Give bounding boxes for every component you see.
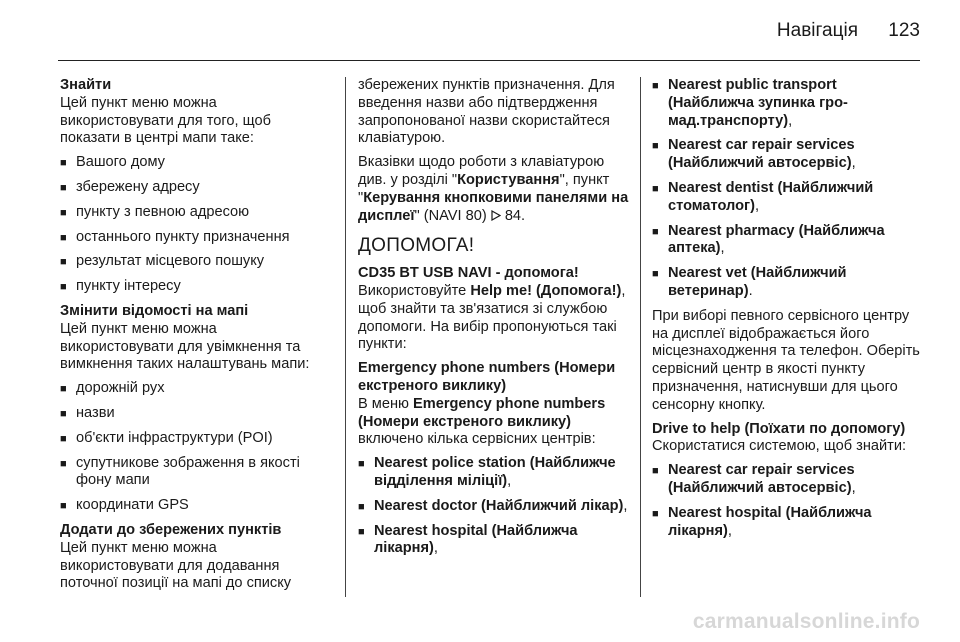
- bullet-list: [652, 77, 924, 301]
- emergency-label: Emergency phone numbers (Номери екстреного виклику): [358, 395, 606, 430]
- column-3: [652, 77, 924, 547]
- list-item: [652, 137, 924, 173]
- bullet-icon: ■: [60, 256, 67, 269]
- bullet-icon: ■: [652, 225, 659, 238]
- list-item-punct: ,: [433, 540, 438, 557]
- paragraph: [358, 283, 630, 354]
- bullet-icon: ■: [652, 80, 659, 92]
- bullet-icon: ■: [60, 432, 67, 445]
- list-item: [60, 380, 330, 398]
- bullet-icon: ■: [652, 182, 659, 195]
- text-run: , щоб знайти та зв'язатися зі службою допомоги. На вибір пропонуються такі пункти:: [358, 282, 626, 353]
- paragraph: При виборі певного сервісного центру на дисплеї відображається його місцезнаходження та телефон. Оберіть сервісний центр в якості пункту призначення, натиснувши для цього сенсорну кнопку.: [652, 307, 920, 413]
- list-item: [652, 223, 924, 259]
- list-item-punct: ,: [754, 197, 760, 214]
- link-usage: Користування: [457, 171, 560, 188]
- bullet-icon: ■: [60, 231, 67, 244]
- paragraph: [358, 396, 630, 449]
- page-number: 123: [888, 20, 920, 41]
- section-title-add-saved: Додати до збережених пунктів: [60, 521, 282, 538]
- list-item: [652, 265, 924, 301]
- text-run: Вказівки щодо роботи з клавіатурою див. у розділі ": [358, 154, 605, 188]
- list-item: [60, 497, 330, 515]
- list-item: [358, 498, 630, 516]
- list-item-punct: ,: [788, 112, 793, 129]
- column-2: [358, 77, 630, 565]
- subheading-drive-to-help: Drive to help (Поїхати по допомогу): [652, 420, 906, 437]
- list-item-text: супутникове зображення в якості фону мапи: [76, 454, 300, 489]
- paragraph: Цей пункт меню можна використовувати для того, щоб показати в центрі мапи таке:: [60, 94, 271, 147]
- list-item-punct: ,: [727, 522, 732, 539]
- bullet-icon: ■: [60, 383, 67, 396]
- list-item-text: Вашого дому: [76, 154, 165, 171]
- bullet-icon: ■: [358, 525, 365, 538]
- list-item: [358, 455, 630, 491]
- list-item-label: Nearest doctor (Найближчий лікар): [374, 497, 624, 514]
- list-item-text: координати GPS: [76, 497, 189, 514]
- list-item-text: останнього пункту призначення: [76, 228, 290, 245]
- page-header: [0, 0, 960, 62]
- page-title: Навігація: [776, 20, 858, 41]
- bullet-icon: ■: [358, 500, 365, 513]
- list-item-text: пункту інтересу: [76, 278, 181, 295]
- bullet-icon: ■: [652, 465, 659, 478]
- bullet-icon: ■: [60, 281, 67, 294]
- list-item-text: збережену адресу: [76, 178, 200, 195]
- bullet-list: [652, 462, 924, 540]
- list-item-text: дорожній рух: [76, 380, 165, 397]
- list-item-label: Nearest police station (Найближче відділення міліції): [374, 455, 616, 489]
- column-divider: [640, 77, 641, 597]
- bullet-icon: ■: [60, 457, 67, 470]
- list-item-label: Nearest car repair services (Найближчий автосервіс): [668, 137, 855, 172]
- subheading-help-cd35: CD35 BT USB NAVI - допомога!: [358, 265, 579, 282]
- page-reference: 84.: [504, 207, 526, 224]
- list-item-punct: ,: [507, 472, 512, 489]
- column-1: [60, 77, 330, 599]
- list-item: [652, 462, 924, 498]
- list-item-punct: ,: [623, 497, 628, 514]
- list-item: [358, 523, 630, 559]
- list-item-punct: .: [748, 282, 753, 299]
- list-item-text: пункту з певною адресою: [76, 203, 250, 220]
- list-item: [60, 430, 330, 448]
- help-me-label: Help me! (Допомога!): [470, 282, 622, 299]
- list-item: [60, 405, 330, 423]
- text-run: В меню: [358, 395, 413, 412]
- list-item-text: результат місцевого пошуку: [76, 253, 265, 270]
- list-item-label: Nearest vet (Найближчий ветеринар): [668, 265, 847, 299]
- bullet-icon: ■: [60, 181, 67, 194]
- bullet-icon: ■: [652, 507, 659, 520]
- bullet-list: [60, 154, 330, 296]
- paragraph: збережених пунктів призначення. Для введення назви або підтвердження запропонованої назви скористайтеся клавіатурою.: [358, 77, 615, 147]
- bullet-icon: ■: [358, 458, 365, 471]
- bullet-list: [358, 455, 630, 558]
- list-item: [652, 180, 924, 216]
- bullet-icon: ■: [60, 157, 67, 170]
- text-run: " (NAVI 80): [414, 207, 491, 224]
- list-item: [60, 154, 330, 172]
- text-run: Використовуйте: [358, 282, 471, 299]
- list-item-text: назви: [76, 404, 115, 421]
- list-item: [60, 253, 330, 271]
- list-item-label: Nearest car repair services (Найближчий автосервіс): [668, 462, 855, 496]
- section-title-find: Знайти: [60, 77, 112, 93]
- list-item-label: Nearest hospital (Найближча лікарня): [668, 504, 872, 539]
- bullet-icon: ■: [60, 500, 67, 513]
- bullet-icon: ■: [652, 140, 659, 153]
- subheading-emergency: Emergency phone numbers (Номери екстреного виклику): [358, 360, 616, 394]
- list-item: [60, 204, 330, 222]
- section-heading-help: ДОПОМОГА!: [358, 235, 475, 257]
- list-item-label: Nearest hospital (Найближча лікарня): [374, 522, 578, 557]
- paragraph: Скористатися системою, щоб знайти:: [652, 438, 907, 455]
- watermark: carmanualsonline.info: [692, 610, 920, 633]
- link-panel-control: Керування кнопковими панелями на дисплеї: [358, 189, 629, 224]
- arrow-ref-icon: [491, 208, 501, 224]
- text-run: включено кілька сервісних центрів:: [358, 431, 596, 448]
- list-item: [60, 278, 330, 296]
- list-item-punct: ,: [851, 479, 856, 496]
- list-item: [652, 77, 924, 130]
- bullet-icon: ■: [60, 407, 67, 420]
- paragraph-reference: [358, 154, 630, 225]
- bullet-icon: ■: [60, 206, 67, 219]
- list-item-punct: ,: [720, 240, 725, 257]
- list-item: [652, 505, 924, 541]
- header-rule: [58, 60, 920, 61]
- bullet-list: [60, 380, 330, 515]
- list-item-punct: ,: [851, 155, 856, 172]
- section-title-map-settings: Змінити відомості на мапі: [60, 302, 249, 319]
- list-item: [60, 179, 330, 197]
- list-item: [60, 229, 330, 247]
- bullet-icon: ■: [652, 268, 659, 281]
- text-run: ", пункт ": [358, 171, 610, 206]
- list-item: [60, 455, 330, 491]
- column-divider: [345, 77, 346, 597]
- paragraph: Цей пункт меню можна використовувати для додавання поточної позиції на мапі до списку: [60, 539, 292, 592]
- list-item-label: Nearest public transport (Найближча зупинка гро-мад.транспорту): [668, 77, 848, 129]
- list-item-label: Nearest dentist (Найближчий стоматолог): [668, 179, 874, 214]
- paragraph: Цей пункт меню можна використовувати для увімкнення та вимкнення таких налаштувань мапи:: [60, 320, 310, 373]
- list-item-label: Nearest pharmacy (Найближча аптека): [668, 222, 885, 257]
- list-item-text: об'єкти інфраструктури (POI): [76, 429, 273, 446]
